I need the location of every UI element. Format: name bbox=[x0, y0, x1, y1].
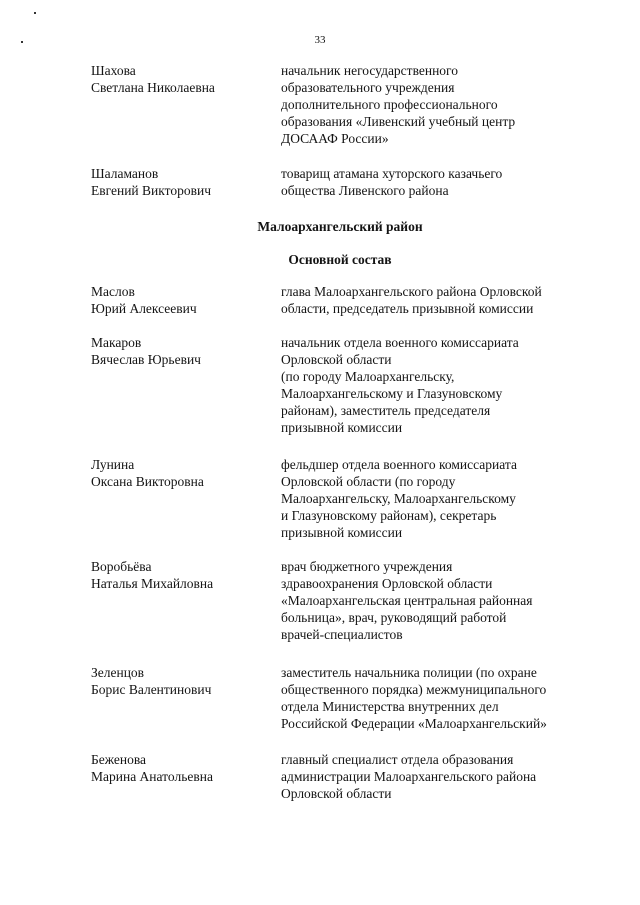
given-names: Юрий Алексеевич bbox=[91, 301, 197, 316]
district-heading: Малоархангельский район bbox=[257, 219, 423, 234]
surname: Шаламанов bbox=[91, 166, 159, 181]
person-name bbox=[91, 456, 266, 490]
given-names: Оксана Викторовна bbox=[91, 474, 204, 489]
given-names: Вячеслав Юрьевич bbox=[91, 352, 201, 367]
surname: Шахова bbox=[91, 63, 136, 78]
surname: Зеленцов bbox=[91, 665, 145, 680]
person-name bbox=[91, 558, 266, 592]
person-name bbox=[91, 165, 266, 199]
surname: Воробьёва bbox=[91, 559, 152, 574]
person-position: фельдшер отдела военного комиссариата Орловской области (по городу Малоархангельску, Малоархангельскому и Глазуновскому районам), секретарь призывной комиссии bbox=[281, 457, 517, 540]
person-position: начальник негосударственного образовательного учреждения дополнительного профессионального образования «Ливенский учебный центр ДОСААФ России» bbox=[281, 63, 516, 146]
surname: Беженова bbox=[91, 752, 147, 767]
surname: Макаров bbox=[91, 335, 142, 350]
person-name bbox=[91, 62, 266, 96]
person-position: товарищ атамана хуторского казачьего общества Ливенского района bbox=[281, 166, 503, 198]
person-position: врач бюджетного учреждения здравоохранения Орловской области «Малоархангельская центральная районная больница», врач, руководящий работой врачей-специалистов bbox=[281, 559, 533, 642]
person-position: начальник отдела военного комиссариата Орловской области (по городу Малоархангельску, Малоархангельскому и Глазуновскому районам), заместитель председателя призывной комиссии bbox=[281, 335, 519, 435]
person-name bbox=[91, 664, 266, 698]
given-names: Евгений Викторович bbox=[91, 183, 211, 198]
given-names: Наталья Михайловна bbox=[91, 576, 214, 591]
person-position: заместитель начальника полиции (по охране общественного порядка) межмуниципального отдела Министерства внутренних дел Российской Федерации «Малоархангельский» bbox=[281, 665, 547, 731]
surname: Маслов bbox=[91, 284, 135, 299]
given-names: Светлана Николаевна bbox=[91, 80, 215, 95]
person-position: главный специалист отдела образования администрации Малоархангельского района Орловской области bbox=[281, 752, 537, 801]
given-names: Марина Анатольевна bbox=[91, 769, 213, 784]
person-name bbox=[91, 283, 266, 317]
scan-speck bbox=[34, 12, 36, 14]
person-position: глава Малоархангельского района Орловской области, председатель призывной комиссии bbox=[281, 284, 542, 316]
person-name bbox=[91, 334, 266, 368]
composition-heading: Основной состав bbox=[288, 252, 392, 267]
given-names: Борис Валентинович bbox=[91, 682, 212, 697]
page-number: 33 bbox=[314, 34, 326, 46]
surname: Лунина bbox=[91, 457, 135, 472]
person-name bbox=[91, 751, 266, 785]
